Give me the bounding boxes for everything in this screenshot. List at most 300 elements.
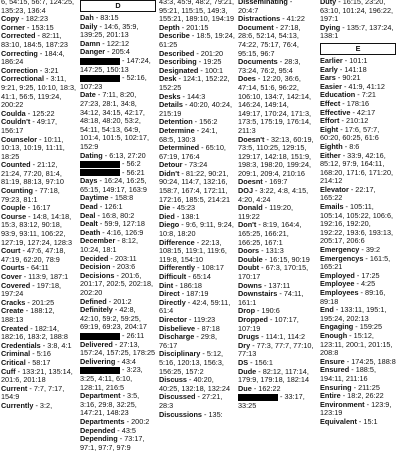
index-term: Distractions — [238, 14, 281, 24]
index-entry — [159, 144, 235, 161]
page-references: - 77:18, 79:23, 81:1 — [1, 186, 60, 204]
page-references: - 156:2 — [192, 117, 218, 127]
index-term: Depended — [80, 425, 116, 435]
index-term: December — [80, 236, 116, 246]
page-references: - 4:16, 126:9 — [100, 227, 144, 237]
page-references: - 162:22 — [251, 383, 281, 393]
page-references: - 7:7, 7:17, 154:9 — [1, 383, 65, 402]
index-entry — [1, 50, 77, 67]
index-term: Depth — [159, 22, 180, 32]
page-references: - 5:16 — [30, 349, 51, 359]
index-term: Ensure — [320, 356, 345, 366]
index-term: Corner — [1, 22, 25, 32]
page-references: - 147:24, 147:25, 150:13 — [80, 55, 151, 74]
page-references: - 27:13, 157:24, 157:25, 178:25 — [80, 339, 156, 358]
page-references: - 7:21 — [355, 90, 376, 100]
index-term: Correcting — [1, 48, 38, 58]
index-term: Currently — [1, 400, 34, 410]
index-entry — [320, 255, 396, 272]
index-entry — [238, 221, 314, 247]
page-references: - 8:12, 10:24, 18:1 — [80, 236, 139, 255]
index-term: Department — [80, 391, 121, 401]
page-references: - 141:18 — [337, 64, 367, 74]
page-references: - 3:22, 4:8, 4:15, 4:20, 4:24 — [238, 186, 309, 204]
page-references: - 43:4 — [115, 356, 136, 366]
index-term: Duty — [320, 0, 337, 6]
page-references: - 158:8 — [108, 193, 134, 203]
index-entry — [238, 24, 314, 58]
index-term: Cracks — [1, 297, 26, 307]
index-term: Described — [159, 48, 195, 58]
page-references: - 33:9, 42:16, 85:12, 97:9, 164:11, 168:20, 171:6, 171:20, 214:12 — [320, 150, 394, 186]
page-references: - 124:1, 152:22, 152:25 — [159, 74, 230, 92]
index-entry — [238, 75, 314, 135]
index-term: Emails — [320, 202, 344, 212]
page-references: - 90:21 — [335, 73, 361, 83]
index-entry — [320, 306, 396, 323]
index-term: Don't — [238, 220, 257, 230]
page-references: - 184:4, 186:24 — [1, 48, 65, 67]
index-term: Dropped — [238, 314, 268, 324]
index-term: Difference — [159, 237, 195, 247]
index-term: Decision — [80, 262, 111, 272]
page-references: - 40:20, 40:24, 215:19 — [159, 100, 233, 118]
page-references: - 113:9, 187:1 — [21, 272, 69, 281]
page-references: - 32:13, 60:19, 73:5, 110:25, 129:15, 129:17, 142:18, 151:9, 198:3, 198:20, 199:24, 209:1, 209:4, 210:16 — [238, 134, 314, 178]
index-term: Doubt — [238, 263, 260, 273]
index-term: Director — [159, 314, 187, 324]
page-references: - 16:8, 80:2 — [95, 210, 135, 220]
page-references: - 135: — [202, 409, 223, 419]
redaction-bar — [80, 367, 120, 374]
page-references: - 16:15, 90:19 — [262, 254, 310, 264]
index-term: Dry — [238, 340, 251, 350]
index-entry — [80, 91, 156, 151]
index-term: Earlier — [320, 55, 343, 65]
page-references: - 6:13, 27:20 — [102, 150, 146, 160]
page-references: - 133:11, 195:1, 195:24, 202:13 — [320, 305, 387, 323]
index-term: Discussions — [159, 409, 202, 419]
page-references: - 40:20, 40:25, 132:18, 132:24 — [159, 375, 231, 393]
page-references: - 3:2, — [33, 400, 53, 410]
index-column-1 — [1, 0, 77, 411]
index-entry — [320, 289, 396, 306]
index-term: Differently — [159, 263, 196, 273]
index-entry — [159, 411, 235, 420]
index-entry — [1, 402, 77, 411]
index-term: Eight — [320, 124, 339, 134]
index-column-4 — [238, 0, 314, 411]
index-entry — [159, 221, 235, 238]
index-term: Danger — [80, 47, 106, 57]
page-references: - 203:11 — [108, 253, 137, 263]
page-references: - 10:11, 10:13, 10:19, 11:11, 18:25 — [1, 134, 65, 161]
index-term: Discharge — [159, 332, 195, 342]
page-references: - 42:4, 59:11, 61:4 — [159, 297, 231, 316]
page-references: - 19:25 — [196, 57, 222, 67]
page-references: - 89:16, 89:18 — [320, 288, 386, 306]
index-term: Discuss — [159, 375, 187, 385]
page-references: - 201:25 — [25, 297, 55, 307]
page-references: - 83:15 — [93, 13, 119, 22]
index-entry — [80, 366, 156, 392]
index-term: Didn't — [159, 168, 180, 178]
index-entry — [1, 247, 77, 264]
page-references: - 42:17 — [350, 107, 376, 117]
index-term: Daytime — [80, 193, 109, 203]
index-entry — [1, 325, 77, 342]
index-entry — [80, 341, 156, 358]
page-references: - 15:12, 123:11, 200:1, 201:15, 208:8 — [320, 330, 393, 358]
page-references: - 133:21, 135:14, 201:6, 201:18 — [1, 366, 73, 385]
letter-heading: E — [320, 43, 396, 55]
page-references: - 18:5, 19:24, 61:25 — [159, 31, 235, 49]
page-references: - 28:3, 73:24, 76:2, 95:4 — [238, 57, 301, 75]
index-entry — [1, 368, 77, 385]
index-term: Cuff — [1, 366, 16, 376]
index-term: Dating — [80, 150, 103, 160]
index-term: Copy — [1, 14, 20, 24]
index-term: Employees — [320, 288, 359, 297]
page-references: - 73:17, 97:1, 97:7, 97:9 — [80, 434, 145, 452]
index-term: Does — [238, 74, 256, 84]
page-references: - 205:4 — [105, 47, 130, 57]
index-term: Downstairs — [238, 289, 278, 299]
index-term: Effect — [320, 98, 341, 108]
index-term: Emergencys — [320, 253, 364, 263]
index-entry — [320, 203, 396, 246]
index-entry — [238, 316, 314, 333]
page-references: - 122:12 — [100, 38, 130, 48]
index-entry — [159, 376, 235, 393]
index-term: Court — [1, 246, 21, 256]
page-references: - 5:12, 5:16, 120:13, 156:3, 156:25, 157:2 — [159, 349, 224, 376]
index-entry — [80, 237, 156, 254]
index-term: Elevator — [320, 184, 349, 194]
index-entry — [1, 161, 77, 187]
page-references: - 123:9, 123:19 — [320, 399, 392, 418]
index-entry — [159, 299, 235, 316]
page-references: - 67:3, 170:15, 170:17 — [238, 263, 309, 281]
page-references: - 14:8, 14:18, 15:3, 83:12, 90:18, 93:9, 93:11, 106:22, 127:19, 127:24, 128:3 — [1, 211, 73, 247]
page-references: - 119:20, 119:22 — [238, 203, 294, 221]
index-term: Designated — [159, 65, 199, 75]
page-references: - 105:11, 105:14, 105:22, 106:6, 192:16, 192:20, 192:22, 193:6, 193:13, 205:17, 206:6 — [320, 202, 394, 246]
index-term: Create — [1, 306, 24, 316]
page-references: - 56:21 — [120, 167, 145, 177]
page-references: - 21:12, 21:24, 77:20, 81:4, 81:19, 88:13, 97:10 — [1, 160, 64, 187]
page-references: - 59:9, 127:18 — [97, 219, 145, 229]
page-references: - 49:17, 156:17 — [1, 117, 58, 135]
index-term: Departments — [80, 416, 125, 426]
page-references: - 135:7, 137:24, 138:1 — [320, 22, 394, 41]
index-term: End — [320, 305, 334, 315]
index-term: Drop — [238, 306, 256, 316]
index-term: Directly — [159, 297, 186, 307]
index-entry — [159, 239, 235, 265]
index-term: Effort — [320, 116, 340, 126]
index-term: Doors — [238, 246, 260, 256]
index-term: Difficult — [159, 272, 187, 281]
index-entry — [238, 393, 314, 410]
page-references: - 137:11 — [261, 280, 291, 290]
index-term: Doesn't — [238, 134, 265, 144]
page-references: - 211:25 — [351, 382, 380, 392]
index-term: Criminal — [1, 349, 31, 359]
index-entry — [159, 32, 235, 49]
index-entry — [320, 401, 396, 418]
index-term: Detour — [159, 160, 183, 170]
page-references: - 24:1, 68:5, 130:3 — [159, 125, 218, 144]
index-term: Details — [159, 100, 183, 110]
index-term: Decisions — [80, 270, 115, 280]
page-references: - 77:3, 77:7, 77:10, 77:13 — [238, 340, 314, 359]
index-term: Disciplinary — [159, 349, 201, 359]
page-references: - 201:2 — [106, 296, 132, 306]
page-references: - 119:23 — [186, 314, 216, 324]
page-references: - 17:6, 57:7, 60:20, 60:25, 61:6 — [320, 124, 380, 143]
index-term: Disseminating — [238, 0, 288, 6]
page-references: - 27:21, 28:3 — [159, 392, 223, 410]
index-term: Dude — [238, 366, 257, 376]
index-term: Cover — [1, 272, 22, 281]
page-references: - 190:6 — [255, 306, 280, 316]
page-references: - 159:25 — [353, 322, 383, 332]
index-entry — [1, 307, 77, 324]
index-term: Decided — [80, 253, 109, 263]
index-entry — [80, 358, 156, 367]
page-references: - 74:11, 161:1 — [238, 289, 304, 307]
page-references: - 65:14 — [186, 272, 211, 281]
page-references: - 101:1 — [342, 55, 368, 65]
page-references: - 3:11, 9:21, 9:25, 10:10, 18:3, 41:1, 56:5, 119:24, 200:22 — [1, 74, 77, 110]
index-term: Diego — [159, 220, 180, 230]
index-term: Correction — [1, 65, 38, 75]
page-references: 6, 54:15, 56:7, 124:25, 135:23, 136:4 — [1, 0, 75, 15]
index-term: Employee — [320, 279, 355, 289]
index-entry — [320, 126, 396, 143]
index-entry — [238, 187, 314, 204]
index-term: Equivalent — [320, 416, 357, 426]
index-term: Ears — [320, 73, 336, 83]
page-references: - 17:25 — [354, 270, 380, 280]
index-term: Dying — [320, 22, 341, 32]
index-entry — [238, 58, 314, 75]
index-entry — [159, 101, 235, 118]
index-term: Covered — [1, 280, 31, 290]
index-entry — [320, 152, 396, 186]
index-term: Downs — [238, 280, 262, 290]
index-term: Entire — [320, 391, 341, 401]
index-term: Detention — [159, 117, 193, 127]
index-term: Environment — [320, 399, 365, 409]
index-entry — [238, 0, 314, 15]
page-references: - 22:13, 108:15, 119:1, 119:6, 119:8, 154:10 — [159, 237, 227, 264]
page-references: - 8:19, 164:4, 165:25, 166:21, 166:25, 167:1 — [238, 220, 302, 247]
index-entry — [320, 186, 396, 203]
index-entry — [1, 75, 77, 109]
index-term: Eighth — [320, 141, 343, 151]
index-term: Enough — [320, 330, 348, 340]
index-term: DS — [238, 357, 249, 367]
page-references: - 156:1 — [248, 357, 273, 367]
page-references: - 41:9, 41:12 — [341, 81, 385, 91]
index-entry — [80, 272, 156, 298]
page-references: - 14:6, 35:9, 139:25, 201:13 — [80, 21, 139, 40]
index-entry — [80, 306, 156, 332]
redaction-bar — [80, 161, 120, 168]
page-references: - 58:17 — [25, 357, 51, 367]
index-term: Delivering — [80, 356, 116, 366]
page-references: - 3:5, 3:16, 29:8, 32:25, 147:21, 148:23 — [80, 391, 140, 418]
index-term: Date — [80, 90, 96, 100]
index-term: Die — [159, 203, 171, 213]
index-term: Death — [80, 227, 101, 237]
page-references: - 125:22 — [25, 108, 55, 118]
index-entry — [238, 136, 314, 179]
page-references: - 182:23 — [19, 14, 49, 24]
index-column-5 — [320, 0, 396, 427]
page-references: - 161:5, 165:21 — [320, 253, 391, 272]
page-references: - 201:15 — [179, 22, 209, 32]
index-term: Desks — [159, 91, 181, 101]
index-entry — [238, 264, 314, 281]
page-references: - 15:1 — [356, 416, 378, 426]
page-references: - 81:22, 90:21, 90:24, 114:7, 132:16, 158:7, 167:4, 172:11, 172:16, 185:5, 214:21 — [159, 168, 231, 204]
page-references: - 114:1, 114:2 — [259, 332, 306, 342]
index-term: Created — [1, 323, 29, 333]
index-entry — [1, 0, 77, 15]
letter-heading: D — [80, 0, 156, 12]
index-term: Employed — [320, 270, 355, 280]
index-term: Counted — [1, 160, 31, 170]
index-term: Credentials — [1, 340, 41, 350]
page-references: - 4:25 — [354, 279, 376, 289]
page-references: - 108:17 — [195, 263, 224, 273]
index-term: Early — [320, 64, 338, 74]
index-term: Drugs — [238, 332, 260, 342]
page-references: - 201:6, 201:17, 202:5, 202:18, 202:20 — [80, 270, 154, 297]
page-references: - 82:12, 117:14, 179:9, 179:18, 182:14 — [238, 366, 310, 385]
index-entry — [159, 75, 235, 92]
page-references: - 43:5 — [115, 425, 136, 435]
index-term: Current — [1, 383, 28, 393]
page-references: - 3:8, 4:1 — [40, 340, 72, 350]
index-term: Discussed — [159, 392, 196, 402]
index-entry — [159, 127, 235, 144]
index-term: Direct — [159, 289, 180, 299]
page-references: - 22:17, 165:22 — [320, 184, 376, 203]
index-entry — [238, 368, 314, 385]
index-term: Easier — [320, 81, 342, 91]
index-entry — [159, 170, 235, 204]
index-entry — [238, 204, 314, 221]
index-term: Ensuring — [320, 382, 352, 392]
page-references: - 107:17, 107:19 — [238, 314, 299, 333]
index-term: Determined — [159, 143, 200, 153]
index-entry — [1, 136, 77, 162]
index-term: Engaging — [320, 322, 354, 332]
page-references: - 7:11, 8:20, 27:23, 28:1, 34:8, 34:12, 34:15, 42:17, 48:18, 48:20, 53:2, 54:11, 54:13, 64:9, 101:4, 101:5, 102:17, 152:9 — [80, 90, 149, 151]
page-references: - 56:2 — [120, 159, 141, 169]
index-entry — [1, 32, 77, 49]
index-column-2 — [80, 0, 156, 452]
page-references: - 16:24, 16:25, 65:15, 149:17, 163:9 — [80, 176, 147, 194]
redaction-bar — [80, 169, 120, 176]
index-term: Dint — [159, 280, 174, 290]
page-references: - 126:1 — [97, 202, 123, 212]
index-entry — [159, 393, 235, 410]
redaction-bar — [80, 75, 120, 82]
page-references: - 144:3 — [180, 91, 206, 101]
index-term: Dealt — [80, 219, 98, 229]
index-term: Couldn't — [1, 117, 31, 127]
page-references: - 131:3 — [259, 246, 284, 256]
page-references: - 26:11 — [120, 330, 145, 340]
index-term: Doesnt — [238, 177, 263, 187]
index-entry — [80, 392, 156, 418]
page-references: - 18:2, 26:22 — [340, 391, 384, 401]
index-term: Desk — [159, 74, 177, 84]
index-term: Dead — [80, 202, 98, 212]
index-entry — [159, 333, 235, 350]
index-term: Emergency — [320, 245, 360, 255]
page-references: - 82:11, 83:10, 184:5, 187:23 — [1, 31, 68, 49]
index-term: Counting — [1, 186, 34, 196]
page-references: - 39:2 — [359, 245, 381, 255]
index-entry — [1, 385, 77, 402]
page-references: - 27:18, 28:6, 52:14, 54:13, 74:22, 75:17, 76:4, 95:15, 96:7 — [238, 22, 301, 58]
index-term: Definitely — [80, 305, 113, 315]
index-entry — [80, 152, 156, 161]
page-references: - 64:11 — [24, 263, 49, 273]
index-term: Died — [159, 211, 175, 221]
page-references: - 178:16 — [340, 98, 370, 108]
page-references: - 41:22 — [280, 14, 305, 24]
index-term: Dah — [80, 13, 94, 22]
index-term: Courts — [1, 263, 25, 273]
index-entry — [1, 118, 77, 135]
index-term: Daily — [80, 21, 98, 31]
index-entry — [80, 435, 156, 452]
index-entry — [320, 418, 396, 427]
index-entry — [320, 0, 396, 24]
index-entry — [80, 74, 156, 91]
index-entry — [1, 213, 77, 247]
page-references: - 87:18 — [195, 323, 220, 333]
index-term: Donald — [238, 203, 263, 213]
page-references: - 200:2 — [124, 416, 150, 426]
index-term: Damn — [80, 38, 101, 48]
page-references: - 201:20 — [194, 48, 224, 58]
index-term: Education — [320, 90, 356, 100]
index-term: Disbelieve — [159, 323, 196, 333]
page-references: - 47:6, 47:18, 47:19, 62:20, 78:9 — [1, 246, 66, 264]
redaction-bar — [238, 394, 278, 401]
index-entry — [1, 282, 77, 299]
index-column-3 — [159, 0, 235, 419]
index-term: Delivered — [80, 339, 113, 349]
index-term: Couple — [1, 203, 26, 213]
page-references: 43:3, 45:9, 48:2, 79:21, 95:21, 115:15, 149:3, 155:21, 189:10, 194:19 — [159, 0, 235, 24]
index-term: Correctional — [1, 74, 44, 84]
page-references: - 188:12, 188:13 — [1, 306, 55, 324]
index-term: Critical — [1, 357, 26, 367]
index-term: Double — [238, 254, 263, 264]
page-references: - 20:4:7 — [238, 0, 293, 15]
page-references: - 45:23 — [170, 203, 196, 213]
index-term: Documents — [238, 57, 278, 67]
